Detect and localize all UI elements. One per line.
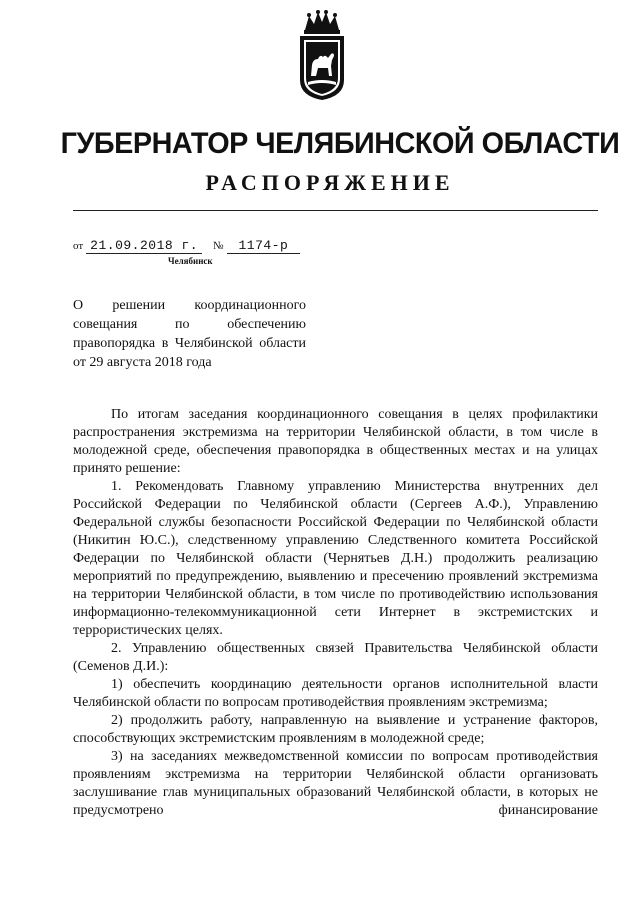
number-prefix: № xyxy=(213,240,224,252)
document-subject: О решении координационного совещания по обеспечению правопорядка в Челябинской области от 29 августа 2018 года xyxy=(73,298,306,370)
item-2-2-paragraph: 2) продолжить работу, направленную на выявление и устранение факторов, способствующих экстремистским проявлениям в молодежной среде; xyxy=(73,713,598,746)
item-1-paragraph: 1. Рекомендовать Главному управлению Министерства внутренних дел Российской Федерации по Челябинской области (Сергеев А.Ф.), Управлению Федеральной службы безопасности Российской Федерации по Челябинской области (Никитин Ю.С.), следственному управлению Следственного комитета Российской Федерации по Челябинской области (Чернятьев Д.Н.) продолжить реализацию мероприятий по предупреждению, выявлению и пресечению проявлений экстремизма на территории Челябинской области, в том числе по противодействию использования информационно-телекоммуникационной сети Интернет в экстремистских и террористических целях. xyxy=(73,479,598,638)
document-number: 1174-р xyxy=(227,238,301,254)
item-2-3-paragraph: 3) на заседаниях межведомственной комиссии по вопросам противодействия проявлениям экстремизма на территории Челябинской области организовать заслушивание глав муниципальных образований Челябинской области, в которых не предусмотрено финансирование xyxy=(73,749,598,818)
date-prefix: от xyxy=(73,240,84,252)
date-field xyxy=(73,237,202,254)
item-2-1-paragraph: 1) обеспечить координацию деятельности органов исполнительной власти Челябинской области по вопросам противодействия проявлениям экстремизма; xyxy=(73,677,598,710)
document-type: РАСПОРЯЖЕНИЕ xyxy=(205,170,455,195)
number-field xyxy=(213,237,300,254)
document-title: ГУБЕРНАТОР ЧЕЛЯБИНСКОЙ ОБЛАСТИ xyxy=(60,127,620,160)
item-2-paragraph: 2. Управлению общественных связей Правительства Челябинской области (Семенов Д.И.): xyxy=(73,641,598,674)
document-body xyxy=(73,406,598,820)
intro-paragraph: По итогам заседания координационного совещания в целях профилактики распространения экстремизма на территории Челябинской области, в том числе в молодежной среде, обеспечения правопорядка в общественных местах и на улицах принято решение: xyxy=(73,407,598,476)
document-city: Челябинск xyxy=(168,256,213,266)
chelyabinsk-coat-of-arms-icon xyxy=(291,10,353,102)
header-divider xyxy=(73,210,598,211)
document-date: 21.09.2018 г. xyxy=(86,238,202,254)
